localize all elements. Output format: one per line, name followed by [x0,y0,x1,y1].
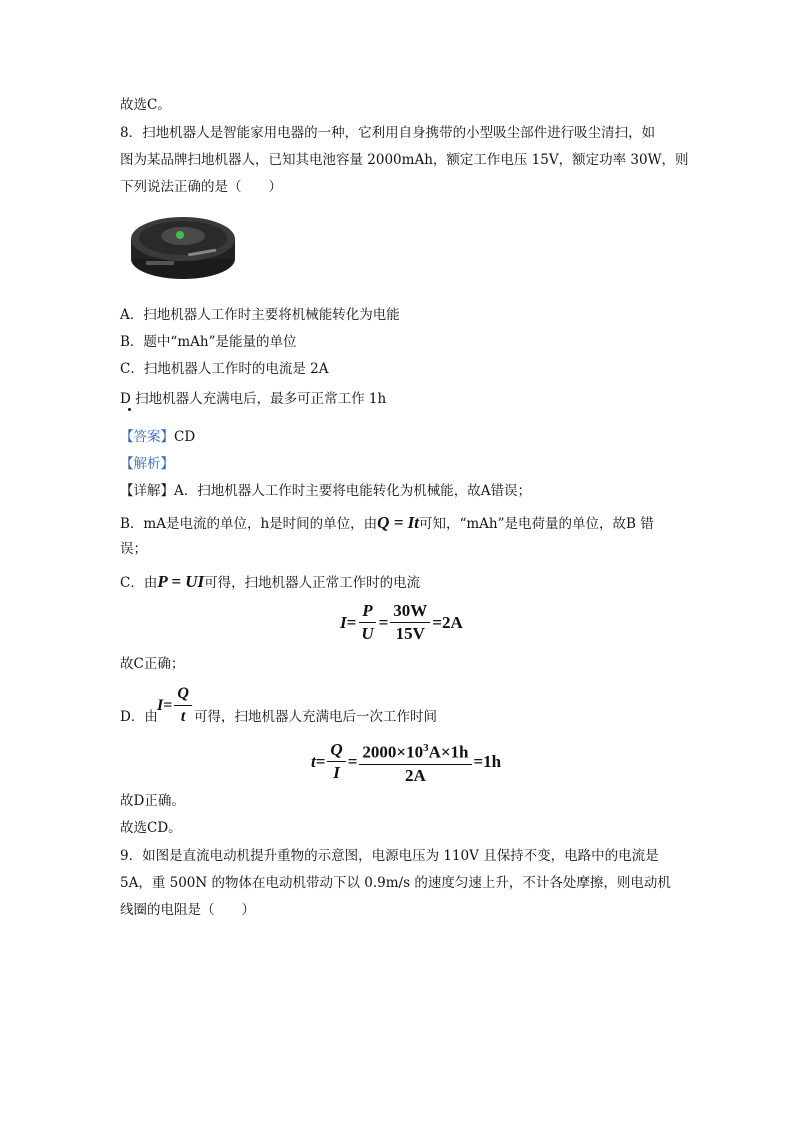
analysis-c-post: 可得，扫地机器人正常工作时的电流 [204,575,421,591]
detail-label: 【详解】 [120,483,174,499]
analysis-c-pre: C．由 [120,575,158,591]
final-answer: 故选CD。 [120,820,182,836]
text-line: 故选C。 [120,97,171,113]
analysis-b-post: 可知，“mAh”是电荷量的单位，故B 错 [418,516,654,532]
analysis-c-conclusion: 故C正确； [120,656,185,672]
detail-line [120,482,531,500]
analysis-label: 【解析】 [120,456,174,472]
answer-value: CD [174,429,196,445]
analysis-d-line [120,708,158,726]
stray-dot [128,408,131,411]
option-a: A．扫地机器人工作时主要将机械能转化为电能 [120,307,400,323]
analysis-d-conclusion: 故D正确。 [120,793,185,809]
question-8-text: 8．扫地机器人是智能家用电器的一种，它利用自身携带的小型吸尘部件进行吸尘清扫，如 [120,125,656,141]
detail-text: A．扫地机器人工作时主要将电能转化为机械能，故A错误； [174,483,531,499]
formula-p-ui: P = UI [157,572,205,591]
question-9-text: 5A，重 500N 的物体在电动机带动下以 0.9m/s 的速度匀速上升，不计各处摩擦，则电动机 [120,875,671,891]
question-9-text: 9．如图是直流电动机提升重物的示意图，电源电压为 110V 且保持不变，电路中的电流是 [120,848,659,864]
analysis-d-pre: D．由 [120,709,158,725]
question-8-text: 图为某品牌扫地机器人，已知其电池容量 2000mAh，额定工作电压 15V，额定功率 30W，则 [120,152,689,168]
answer-label: 【答案】 [120,429,174,445]
formula-q-it: Q = It [377,513,419,532]
analysis-d-post: 可得，扫地机器人充满电后一次工作时间 [194,709,437,725]
answer-line [120,428,195,446]
option-c: C．扫地机器人工作时的电流是 2A [120,361,329,377]
question-9-text: 线圈的电阻是（ ） [120,902,255,918]
analysis-b-cont: 误； [120,541,147,557]
option-d: D 扫地机器人充满电后，最多可正常工作 1h [120,391,387,407]
analysis-c-line [120,573,420,592]
analysis-b-line [120,514,654,533]
question-8-text: 下列说法正确的是（ ） [120,179,282,195]
equation-time: t = $\frac{Q}{I}$ = $\frac{2000\times 10^3A\times 1h}{2A}$ =1h [311,738,501,786]
analysis-b-pre: B．mA是电流的单位，h是时间的单位，由 [120,516,378,532]
option-b: B．题中“mAh”是能量的单位 [120,334,297,350]
robot-vacuum-image [128,211,238,281]
equation-current: I = $\frac{P}{U}$ = $\frac{30W}{15V}$ =2A [340,601,463,643]
formula-i-q-t: I = $\frac{Q}{t}$ [157,684,194,727]
